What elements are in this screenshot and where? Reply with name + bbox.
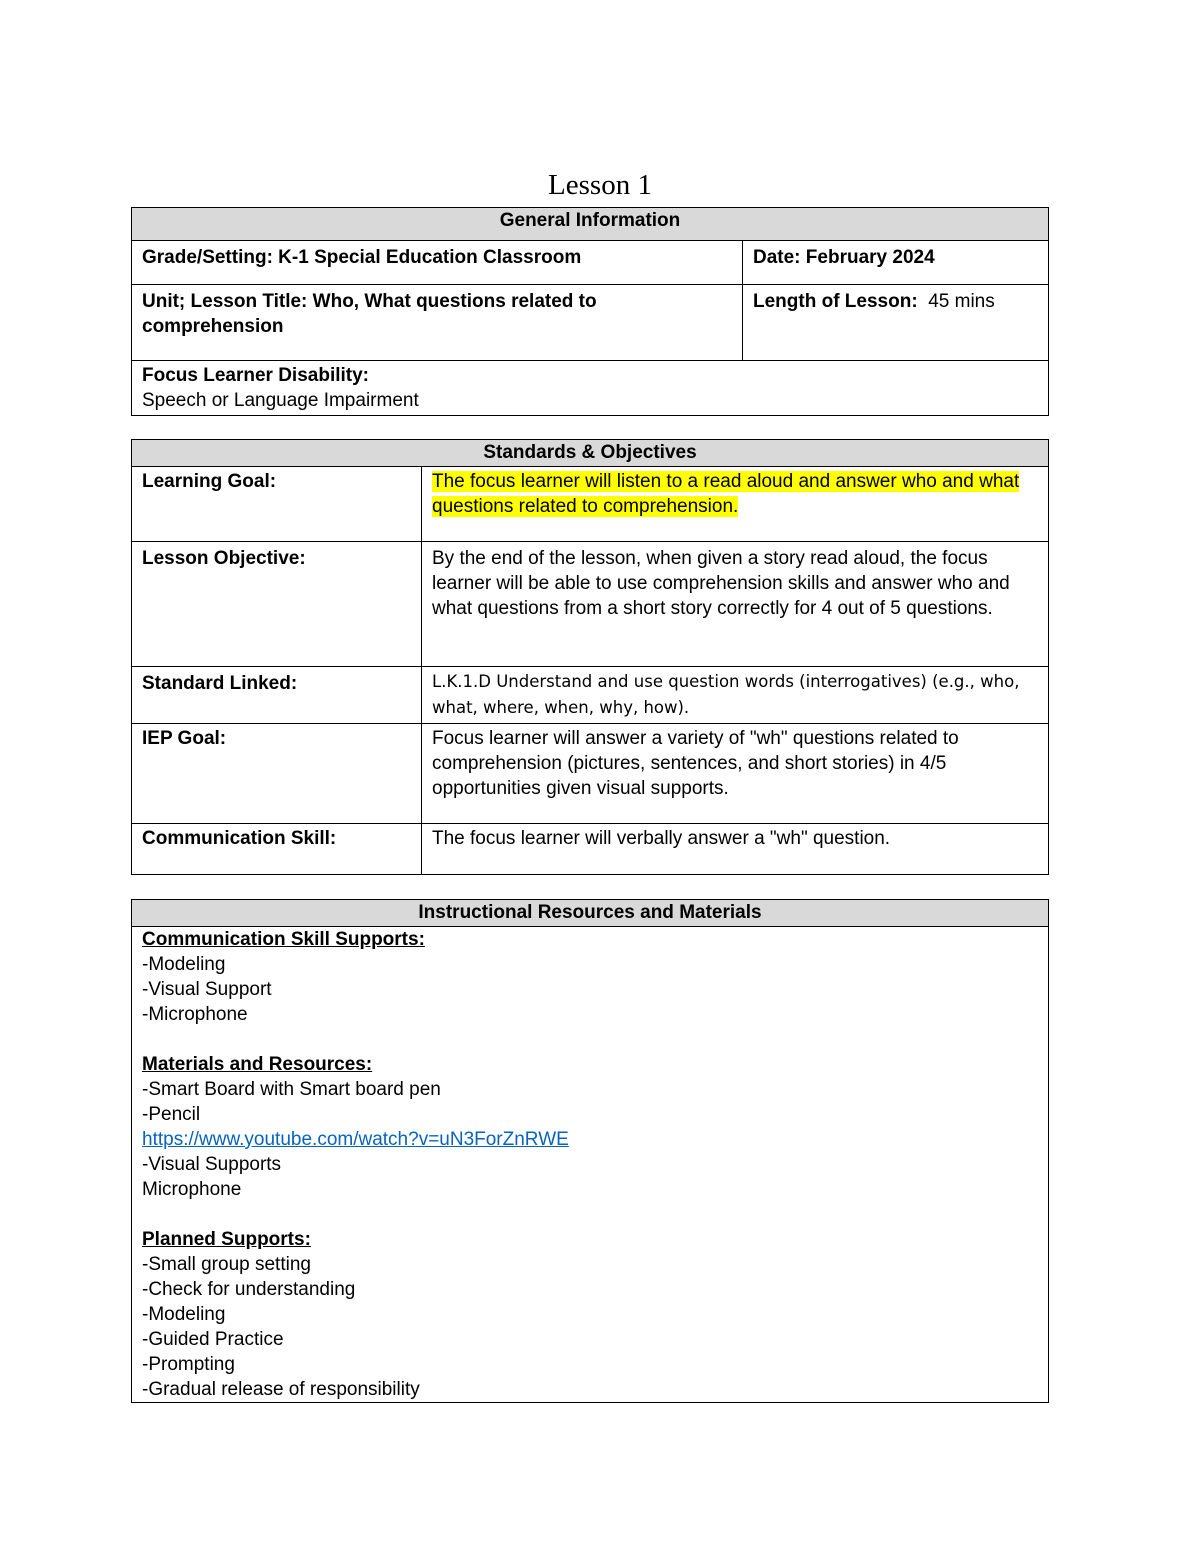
grade-setting-cell: Grade/Setting: K-1 Special Education Classroom <box>132 241 743 285</box>
iep-goal-value: Focus learner will answer a variety of "wh" questions related to comprehension (pictures, sentences, and short stories) in 4/5 opportunities given visual supports. <box>422 724 1049 824</box>
instructional-resources-header: Instructional Resources and Materials <box>132 900 1049 927</box>
learning-goal-highlight: The focus learner will listen to a read aloud and answer who and what questions related to comprehension. <box>432 471 1020 517</box>
lesson-objective-label: Lesson Objective: <box>132 542 422 667</box>
standards-objectives-table <box>131 439 1049 875</box>
planned-item-guided-practice: -Guided Practice <box>142 1329 284 1350</box>
youtube-link[interactable]: https://www.youtube.com/watch?v=uN3ForZnRWE <box>142 1129 569 1150</box>
disability-value: Speech or Language Impairment <box>142 390 419 411</box>
communication-skill-value: The focus learner will verbally answer a "wh" question. <box>422 824 1049 875</box>
date-cell: Date: February 2024 <box>743 241 1049 285</box>
general-information-header: General Information <box>132 208 1049 241</box>
planned-item-modeling: -Modeling <box>142 1304 226 1325</box>
lesson-title-cell: Unit; Lesson Title: Who, What questions related to comprehension <box>132 285 743 361</box>
learning-goal-label: Learning Goal: <box>132 467 422 542</box>
material-item-visual-supports: -Visual Supports <box>142 1154 282 1175</box>
resources-body <box>132 927 1049 1403</box>
length-label: Length of Lesson: <box>753 291 918 312</box>
standard-linked-label: Standard Linked: <box>132 667 422 724</box>
materials-resources-heading: Materials and Resources: <box>142 1054 373 1075</box>
page-title: Lesson 1 <box>548 169 652 201</box>
general-information-table <box>131 207 1049 416</box>
lesson-objective-value: By the end of the lesson, when given a story read aloud, the focus learner will be able to use comprehension skills and answer who and what questions from a short story correctly for 4 out of 5 questions. <box>422 542 1049 667</box>
planned-item-small-group: -Small group setting <box>142 1254 311 1275</box>
comm-item-visual-support: -Visual Support <box>142 979 272 1000</box>
material-item-pencil: -Pencil <box>142 1104 201 1125</box>
material-item-microphone: Microphone <box>142 1179 242 1200</box>
learning-goal-value <box>422 467 1049 542</box>
iep-goal-label: IEP Goal: <box>132 724 422 824</box>
comm-item-microphone: -Microphone <box>142 1004 248 1025</box>
length-value: 45 mins <box>928 291 995 312</box>
standard-linked-value: L.K.1.D Understand and use question words (interrogatives) (e.g., who, what, where, when, why, how). <box>422 667 1049 724</box>
planned-item-prompting: -Prompting <box>142 1354 235 1375</box>
communication-skill-label: Communication Skill: <box>132 824 422 875</box>
standards-objectives-header: Standards & Objectives <box>132 440 1049 467</box>
material-item-smart-board: -Smart Board with Smart board pen <box>142 1079 441 1100</box>
instructional-resources-table <box>131 899 1049 1403</box>
communication-supports-heading: Communication Skill Supports: <box>142 929 425 950</box>
disability-label: Focus Learner Disability: <box>142 365 370 386</box>
planned-supports-heading: Planned Supports: <box>142 1229 311 1250</box>
planned-item-check-understanding: -Check for understanding <box>142 1279 356 1300</box>
length-of-lesson-cell <box>743 285 1049 361</box>
planned-item-gradual-release: -Gradual release of responsibility <box>142 1379 420 1400</box>
focus-learner-disability-cell <box>132 361 1049 416</box>
comm-item-modeling: -Modeling <box>142 954 226 975</box>
